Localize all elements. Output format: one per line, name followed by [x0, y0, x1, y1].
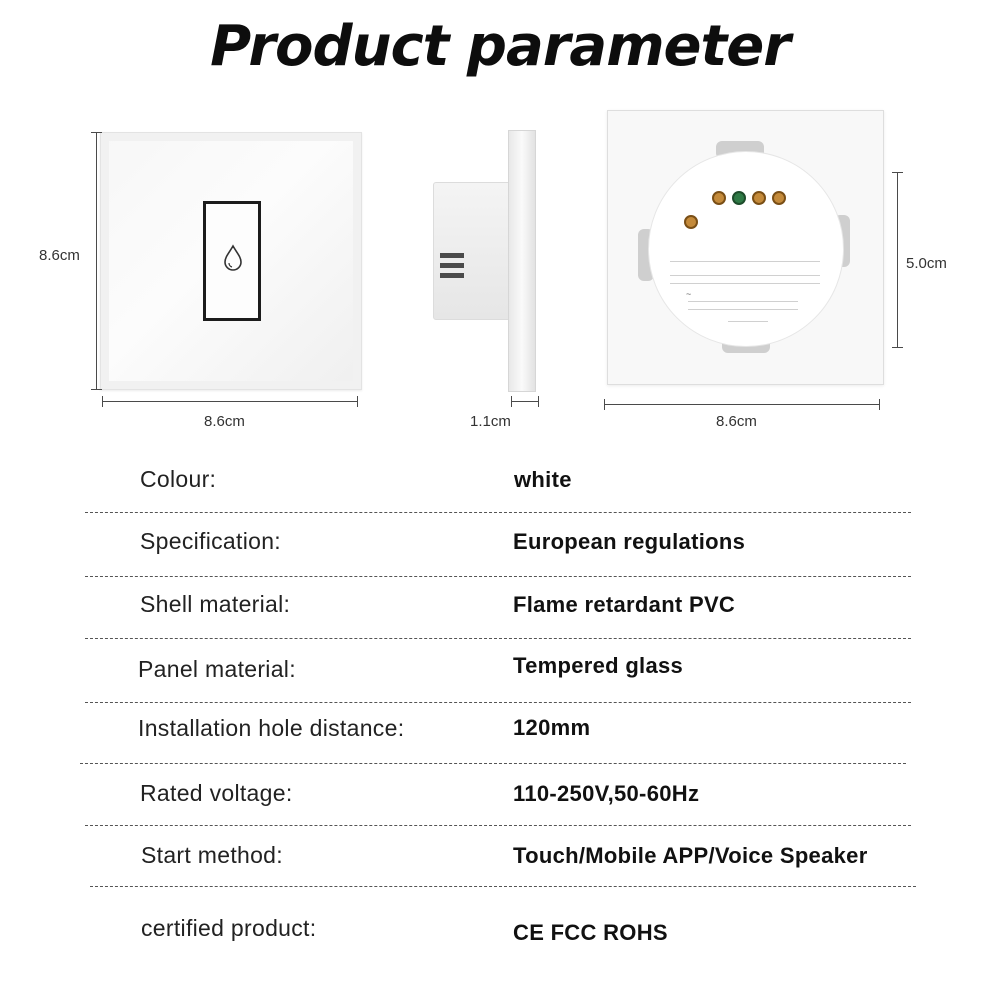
front-height-dimension-cap-top — [91, 132, 102, 133]
back-width-label: 8.6cm — [716, 413, 757, 430]
back-panel-image — [607, 110, 884, 385]
side-body — [433, 182, 511, 320]
side-slot — [440, 273, 464, 278]
spec-value-rated-voltage: 110-250V,50-60Hz — [513, 781, 700, 806]
spec-label-certified-product: certified product: — [141, 915, 317, 941]
spec-value-shell-material: Flame retardant PVC — [513, 592, 736, 617]
terminal-screw — [712, 191, 726, 205]
side-slot — [440, 263, 464, 268]
spec-label-colour: Colour: — [140, 466, 217, 492]
front-width-label: 8.6cm — [204, 413, 245, 430]
back-width-dimension-cap-right — [879, 399, 880, 410]
side-slot — [440, 253, 464, 258]
wiring-diagram-line — [670, 261, 820, 262]
label-line — [728, 321, 768, 322]
front-width-dimension-cap-right — [357, 396, 358, 407]
terminal-screw — [752, 191, 766, 205]
spec-divider — [85, 512, 911, 513]
spec-value-specification: European regulations — [513, 529, 746, 554]
spec-value-colour: white — [514, 467, 572, 492]
water-drop-icon — [223, 244, 243, 272]
spec-divider — [90, 886, 916, 887]
side-depth-dimension-cap-left — [511, 396, 512, 407]
spec-label-rated-voltage: Rated voltage: — [140, 780, 293, 806]
front-height-dimension-cap-bottom — [91, 389, 102, 390]
spec-label-start-method: Start method: — [141, 842, 283, 868]
touch-key — [203, 201, 261, 321]
spec-label-shell-material: Shell material: — [140, 591, 291, 617]
spec-label-panel-material: Panel material: — [138, 656, 296, 682]
side-view-image — [430, 130, 540, 395]
terminal-screw — [684, 215, 698, 229]
spec-value-installation-hole-distance: 120mm — [513, 715, 591, 740]
back-width-dimension-line — [604, 404, 880, 405]
page-title: Product parameter — [210, 14, 790, 79]
spec-divider — [85, 638, 911, 639]
spec-value-certified-product: CE FCC ROHS — [513, 920, 668, 945]
back-housing — [648, 151, 844, 347]
label-line — [688, 301, 798, 302]
wifi-mark: ~ — [686, 289, 692, 299]
spec-divider — [85, 576, 911, 577]
back-height-dimension-cap-bottom — [892, 347, 903, 348]
side-depth-dimension-cap-right — [538, 396, 539, 407]
back-height-label: 5.0cm — [906, 255, 947, 272]
spec-divider — [85, 825, 911, 826]
front-height-label: 8.6cm — [39, 247, 80, 264]
front-height-dimension-line — [96, 132, 97, 390]
spec-label-installation-hole-distance: Installation hole distance: — [138, 715, 405, 741]
spec-divider — [85, 702, 911, 703]
label-line — [670, 283, 820, 284]
spec-value-start-method: Touch/Mobile APP/Voice Speaker — [513, 843, 868, 868]
front-width-dimension-line — [102, 401, 358, 402]
back-height-dimension-line — [897, 172, 898, 348]
side-depth-label: 1.1cm — [470, 413, 511, 430]
back-height-dimension-cap-top — [892, 172, 903, 173]
front-width-dimension-cap-left — [102, 396, 103, 407]
side-depth-dimension-line — [511, 401, 539, 402]
label-line — [688, 309, 798, 310]
spec-divider — [80, 763, 906, 764]
spec-value-panel-material: Tempered glass — [513, 653, 684, 678]
spec-label-specification: Specification: — [140, 528, 281, 554]
label-line — [670, 275, 820, 276]
indicator-led — [732, 191, 746, 205]
back-width-dimension-cap-left — [604, 399, 605, 410]
side-glass-plate — [508, 130, 536, 392]
front-panel-image — [100, 132, 362, 390]
terminal-screw — [772, 191, 786, 205]
